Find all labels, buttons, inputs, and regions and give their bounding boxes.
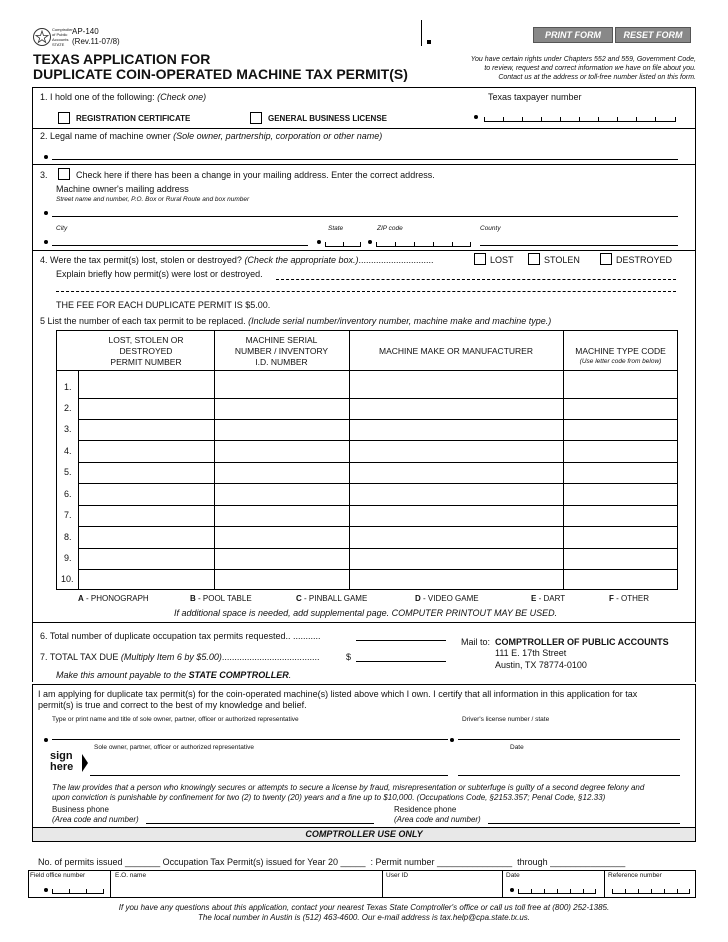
user-id-label: User ID [386,872,409,879]
signature-label: Sole owner, partner, officer or authorized representative [94,744,254,751]
footer-line2: The local number in Austin is (512) 463-4600. Our e-mail address is tax.help@cpa.state.tx.us. [198,913,530,922]
col-serial-number-header: MACHINE SERIAL NUMBER / INVENTORY I.D. NUMBER [234,335,329,367]
zip-label: ZIP code [377,225,403,232]
law-notice-1: The law provides that a person who knowingly secures or attempts to secure a license by fraud, misrepresentation or subterfuge is guilty of a second degree felony and [52,783,645,792]
city-input[interactable] [52,234,308,246]
zip-input[interactable] [376,239,471,247]
field-office-input[interactable] [52,886,104,894]
destroyed-label: DESTROYED [616,255,673,265]
taxpayer-number-input[interactable] [484,114,676,122]
state-label: State [328,225,344,232]
eo-name-label: E.O. name [115,872,147,879]
business-phone-input[interactable] [146,812,374,824]
general-business-license-label: GENERAL BUSINESS LICENSE [268,114,387,123]
field-office-label: Field office number [30,872,86,879]
mail-address-line3: Austin, TX 78774-0100 [495,660,587,670]
lost-label: LOST [490,255,514,265]
rights-notice-2: to review, request and correct information we have on file about you. [484,65,696,72]
col-type-code-header: MACHINE TYPE CODE (Use letter code from below) [575,346,666,365]
registration-certificate-checkbox[interactable] [58,112,70,124]
explain-input-line2[interactable] [56,291,676,292]
residence-phone-input[interactable] [488,812,680,824]
footer-line1: If you have any questions about this application, contact your nearest Texas State Comptroller's office or call us toll free at (800) 252-1385. [118,903,610,912]
business-phone-hint: (Area code and number) [52,815,139,824]
destroyed-checkbox[interactable] [600,253,612,265]
payable-note: Make this amount payable to the STATE COMPTROLLER. [56,670,292,680]
rights-notice-1: You have certain rights under Chapters 552 and 559, Government Code, [470,56,696,63]
street-address-input[interactable] [52,205,678,217]
total-permits-input[interactable] [356,629,446,641]
item5-label: 5 List the number of each tax permit to be replaced. (Include serial number/inventory number, machine make and machine type.) [40,316,552,326]
col-permit-number-header: LOST, STOLEN OR DESTROYED PERMIT NUMBER [108,335,184,367]
address-change-checkbox[interactable] [58,168,70,180]
row-number: 8. [64,532,72,542]
certify-text-2: permit(s) is true and correct to the best of my knowledge and belief. [38,700,307,710]
law-notice-2: upon conviction is punishable by confinement for two (2) to twenty (20) years and a fine up to $10,000. (Occupations Code, §2153.357; Penal Code, §12.33) [52,793,606,802]
form-number: AP-140 [72,27,99,36]
code-dart: E - DART [531,594,566,603]
fee-text: THE FEE FOR EACH DUPLICATE PERMIT IS $5.00. [56,300,271,310]
supplement-note: If additional space is needed, add supplemental page. COMPUTER PRINTOUT MAY BE USED. [174,608,558,618]
corner-mark [427,40,431,44]
county-label: County [480,225,501,232]
code-pinball-game: C - PINBALL GAME [296,594,368,603]
permits-issued-row: No. of permits issued _______ Occupation Tax Permit(s) issued for Year 20 _____ : Permit number _______________ through _______________ [38,857,626,867]
dollar-sign: $ [346,652,352,662]
stolen-checkbox[interactable] [528,253,540,265]
item4-label: 4. Were the tax permit(s) lost, stolen or destroyed? (Check the appropriate box.).............................. [40,255,434,265]
item3-number: 3. [40,170,48,180]
row-number: 10. [61,574,74,584]
col-make-header: MACHINE MAKE OR MANUFACTURER [379,346,533,356]
row-number: 1. [64,382,72,392]
drivers-license-label: Driver's license number / state [462,716,550,723]
row-number: 6. [64,489,72,499]
mail-to-label: Mail to: [461,637,491,647]
city-label: City [56,225,68,232]
reference-number-label: Reference number [608,872,662,879]
row-number: 5. [64,467,72,477]
row-number: 4. [64,446,72,456]
sign-here-icon: sign here [50,750,74,773]
owner-name-input[interactable] [52,148,678,160]
name-title-input[interactable] [52,728,448,740]
drivers-license-input[interactable] [458,728,680,740]
signature-date-input[interactable] [458,764,680,776]
lost-checkbox[interactable] [474,253,486,265]
item6-label: 6. Total number of duplicate occupation tax permits requested.. ........... [40,631,321,641]
taxpayer-number-label: Texas taxpayer number [488,92,582,102]
address-change-label: Check here if there has been a change in your mailing address. Enter the correct address. [76,170,435,180]
general-business-license-checkbox[interactable] [250,112,262,124]
street-hint: Street name and number, P.O. Box or Rural Route and box number [56,196,250,203]
row-number: 7. [64,510,72,520]
residence-phone-hint: (Area code and number) [394,815,481,824]
item7-label: 7. TOTAL TAX DUE (Multiply Item 6 by $5.00)....................................... [40,652,320,662]
seal-text: Comptroller of Public Accounts STATE [52,27,73,47]
total-tax-due-input[interactable] [356,650,446,662]
row-number: 2. [64,403,72,413]
mail-address-line1: COMPTROLLER OF PUBLIC ACCOUNTS [495,637,669,647]
name-title-label: Type or print name and title of sole owner, partner, officer or authorized representative [52,716,299,723]
stolen-label: STOLEN [544,255,580,265]
permit-table [56,330,678,590]
state-input[interactable] [325,239,361,247]
registration-certificate-label: REGISTRATION CERTIFICATE [76,114,191,123]
item1-label: 1. I hold one of the following: (Check one) [40,92,207,102]
mail-address-line2: 111 E. 17th Street [495,648,567,658]
date-label: Date [510,744,524,751]
explain-input-line1[interactable] [276,279,676,280]
code-video-game: D - VIDEO GAME [415,594,479,603]
form-title-line2: DUPLICATE COIN-OPERATED MACHINE TAX PERMIT(S) [33,66,408,82]
residence-phone-label: Residence phone [394,805,457,814]
certify-text-1: I am applying for duplicate tax permit(s) for the coin-operated machine(s) listed above which I own. I certify that all information in this application for tax [38,689,638,699]
sign-here-arrow-icon [82,754,88,772]
mailing-address-label: Machine owner's mailing address [56,184,189,194]
reset-form-button[interactable]: RESET FORM [615,27,691,43]
row-number: 9. [64,553,72,563]
office-date-label: Date [506,872,520,879]
business-phone-label: Business phone [52,805,109,814]
reference-number-input[interactable] [612,886,690,894]
code-pool-table: B - POOL TABLE [190,594,252,603]
signature-input[interactable] [90,764,448,776]
code-phonograph: A - PHONOGRAPH [78,594,149,603]
county-input[interactable] [480,234,678,246]
print-form-button[interactable]: PRINT FORM [533,27,613,43]
form-title-line1: TEXAS APPLICATION FOR [33,51,211,67]
comptroller-use-only-title: COMPTROLLER USE ONLY [32,828,696,842]
comptroller-seal [33,28,51,46]
form-revision: (Rev.11-07/8) [72,37,120,46]
code-other: F - OTHER [609,594,649,603]
rights-notice-3: Contact us at the address or toll-free number listed on this form. [498,74,696,81]
explain-label: Explain briefly how permit(s) were lost or destroyed. [56,269,263,279]
item2-label: 2. Legal name of machine owner (Sole owner, partnership, corporation or other name) [40,131,383,141]
office-date-input[interactable] [518,886,596,894]
row-number: 3. [64,424,72,434]
